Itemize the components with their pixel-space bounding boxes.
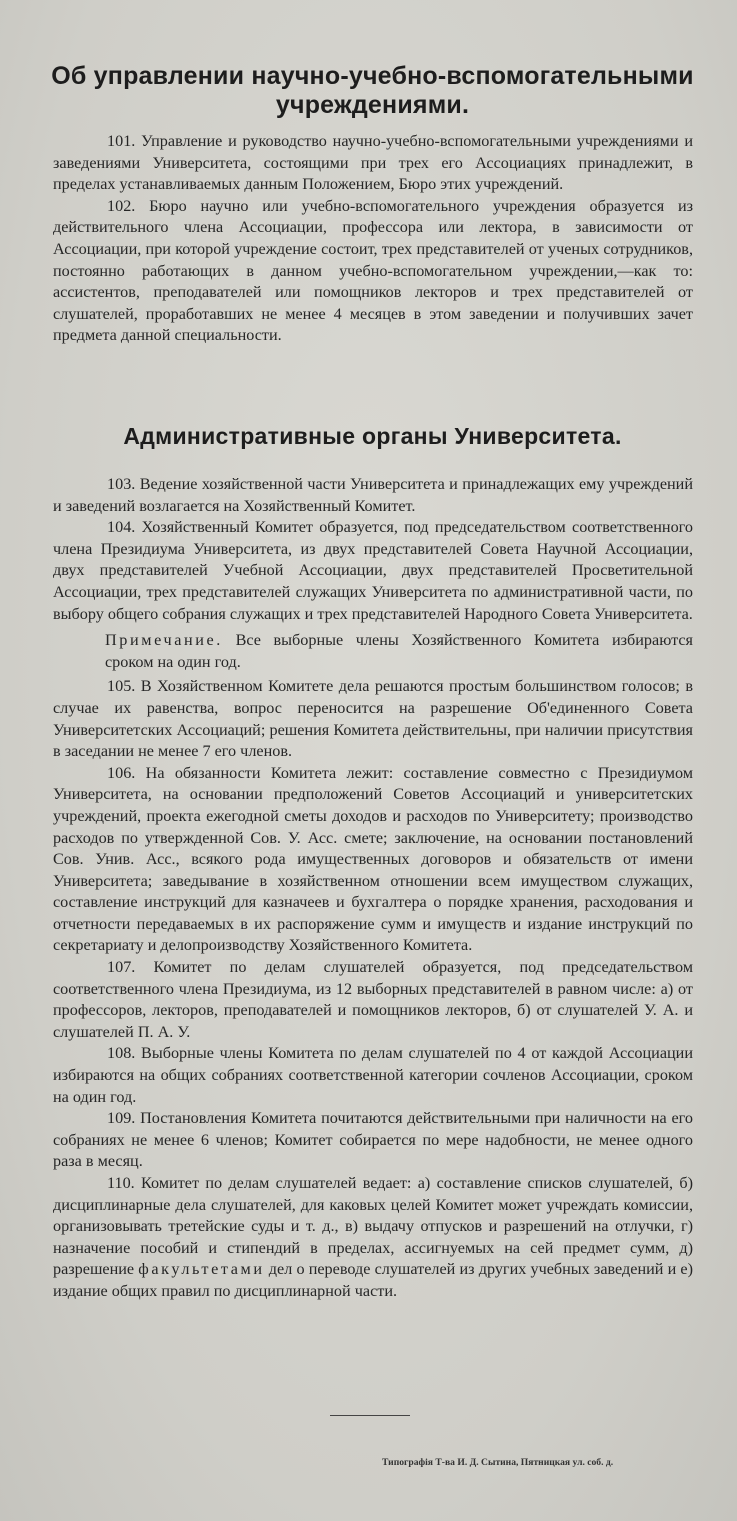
paragraph-103: 103. Ведение хозяйственной части Университета и принадлежащих ему учреждений и заведений возлагается на Хозяйственный Комитет. — [53, 475, 693, 515]
paragraph-110 — [53, 1173, 693, 1303]
note-paragraph — [53, 630, 693, 673]
paragraph-110-part-2: дел о переводе слушателей из других учебных заведений и е) издание общих правил по дисциплинарной части. — [53, 1260, 693, 1300]
end-divider — [330, 1415, 410, 1416]
paragraph-106: 106. На обязанности Комитета лежит: составление совместно с Президиумом Университета, на основании предположений Советов Ассоциаций и университетских учреждений, проекта ежегодной сметы доходов и расходов по Университету; производство расходов по утвержденной Сов. У. Асс. смете; заключение, на основании постановлений Сов. Унив. Асс., всякого рода имущественных договоров и обязательств от имени Университета; заведывание в хозяйственном отношении всем имуществом служащих, составление инструкций для казначеев и бухгалтера о порядке хранения, расходования и отчетности передаваемых в их распоряжение сумм и имуществ и издание инструкций по секретариату и делопроизводству Хозяйственного Комитета. — [53, 763, 693, 955]
section-administrative-bodies — [53, 474, 693, 1303]
paragraph-102: 102. Бюро научно или учебно-вспомогательного учреждения образуется из действительного члена Ассоциации, профессора или лектора, в зависимости от Ассоциации, при которой учреждение состоит, трех представителей от ученых сотрудников, постоянно работающих в данном учебно-вспомогательном учреждении,—как то: ассистентов, преподавателей или помощников лекторов и трех представителей от слушателей, проработавших не менее 4 месяцев в этом заведении и получивших зачет предмета данной специальности. — [53, 196, 693, 345]
printer-imprint: Типографія Т-ва И. Д. Сытина, Пятницкая ул. соб. д. — [382, 1457, 614, 1468]
note-label: Примечание. — [105, 631, 223, 650]
paragraph-105: 105. В Хозяйственном Комитете дела решаются простым большинством голосов; в случае их равенства, вопрос переносится на разрешение Об'единенного Совета Университетских Ассоциаций; решения Комитета действительны, при наличии присутствия в заседании не менее 7 его членов. — [53, 677, 693, 761]
paragraph-107: 107. Комитет по делам слушателей образуется, под председательством соответственного члена Президиума, из 12 выборных представителей в равном числе: а) от профессоров, лекторов, преподавателей и помощников лекторов, б) от слушателей У. А. и слушателей П. А. У. — [53, 958, 693, 1041]
paragraph-110-part-1: 110. Комитет по делам слушателей ведает: а) составление списков слушателей, б) дисциплинарные дела слушателей, для каковых целей Комитет может учреждать комиссии, организовывать третейские суды и т. д., в) выдачу отпусков и разрешений на отлучки, г) назначение пособий и стипендий в пределах, ассигнуемых на сей предмет сумм, д) разрешение — [53, 1174, 693, 1279]
paragraph-101: 101. Управление и руководство научно-учебно-вспомогательными учреждениями и заведениями Университета, состоящими при трех его Ассоциациях принадлежит, в пределах устанавливаемых данным Положением, Бюро этих учреждений. — [53, 132, 693, 194]
section-title-scientific-institutions: Об управлении научно-учебно-вспомогательными учреждениями. — [51, 62, 694, 119]
paragraph-104: 104. Хозяйственный Комитет образуется, под председательством соответственного члена Президиума Университета, из двух представителей Совета Научной Ассоциации, двух представителей Учебной Ассоциации, двух представителей Просветительной Ассоциации, трех представителей служащих Университета по административной части, по выбору общего собрания служащих и трех представителей Народного Совета Университета. — [53, 518, 693, 623]
paragraph-109: 109. Постановления Комитета почитаются действительными при наличности на его собраниях не менее 6 членов; Комитет собирается по мере надобности, не менее одного раза в месяц. — [53, 1109, 693, 1171]
section-scientific-institutions — [53, 131, 693, 347]
paragraph-110-spaced-word: факультетами — [138, 1260, 265, 1279]
paragraph-108: 108. Выборные члены Комитета по делам слушателей по 4 от каждой Ассоциации избираются на общих собраниях соответственной категории сочленов Ассоциации, сроком на один год. — [53, 1044, 693, 1106]
note-text: Все выборные члены Хозяйственного Комитета избираются сроком на один год. — [105, 631, 693, 671]
section-title-administrative-bodies: Административные органы Университета. — [123, 423, 622, 449]
